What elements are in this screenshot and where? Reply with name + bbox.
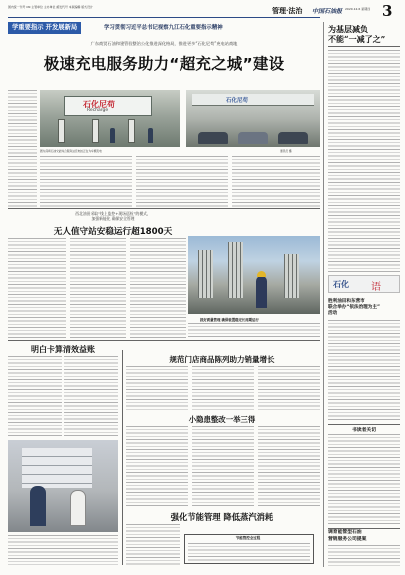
photo3-caption: 抓好质量管理 确保装置稳定长周期运行 bbox=[200, 318, 259, 322]
story6-headline: 强化节能管理 降低蒸汽消耗 bbox=[170, 512, 274, 522]
section-title: 管理·法治 bbox=[272, 6, 303, 15]
column-logo-text: 石化 bbox=[333, 280, 349, 289]
staff-figure bbox=[30, 486, 46, 526]
lead-body-col1 bbox=[8, 90, 37, 208]
banner-tag: 学重要指示 开发展新局 bbox=[8, 22, 81, 34]
sidebar-story-title: 胜利油田和东营市 联合举办“依法治理为主” 活动 bbox=[328, 299, 380, 316]
column-divider bbox=[122, 350, 123, 565]
lead-body-col3 bbox=[136, 156, 228, 208]
topic-banner bbox=[8, 22, 320, 34]
charger-pedestal bbox=[58, 119, 65, 143]
station-canopy bbox=[64, 96, 152, 116]
station-sign-sub: Recharge bbox=[87, 108, 109, 113]
car-shape bbox=[198, 132, 228, 144]
attendant-figure bbox=[110, 128, 115, 143]
store-shelf bbox=[22, 448, 92, 488]
sidebar-title: 为基层减负 不能“一减了之” bbox=[328, 24, 386, 44]
inset-body bbox=[188, 543, 310, 563]
story2-headline: 无人值守站安稳运行超1800天 bbox=[53, 227, 173, 237]
story5-body-col2 bbox=[192, 426, 254, 508]
sidebar-rule bbox=[328, 528, 400, 529]
sidebar-rule bbox=[328, 424, 400, 425]
section-divider bbox=[8, 340, 320, 341]
story3-headline: 明白卡算清效益账 bbox=[31, 345, 95, 354]
refinery-tower bbox=[198, 250, 213, 298]
store-staff-photo bbox=[8, 440, 118, 532]
masthead-meta: 国内统一刊号 CN 主管单位 主办单位 邮发代号 本版编辑 版式设计 bbox=[8, 5, 93, 9]
lead-body-col4 bbox=[232, 156, 320, 208]
column-logo-char: 语 bbox=[371, 282, 381, 293]
sidebar-bottom-body bbox=[328, 545, 400, 567]
story3-photo-caption bbox=[8, 535, 118, 565]
sidebar-section-body bbox=[328, 434, 400, 526]
car-shape bbox=[238, 132, 268, 144]
sidebar-rule bbox=[328, 46, 400, 47]
story3-body-col2 bbox=[64, 356, 118, 436]
header-rule bbox=[8, 17, 320, 18]
station-sign: 石化尼苟 bbox=[83, 100, 115, 109]
refinery-tower bbox=[284, 254, 299, 298]
story3-body-col1 bbox=[8, 356, 62, 436]
lead-kicker: 广东商贸石油和建管验整治公化推进深化格局，推进更多“石化尼苟”充电站商地 bbox=[90, 41, 238, 46]
story2-body-col3 bbox=[130, 238, 186, 338]
story4-body-col3 bbox=[258, 366, 320, 410]
issue-date: 2020.12.6 星期四 bbox=[345, 7, 371, 11]
sidebar-bottom-title: 调育能管型石油 营销服务公司提案 bbox=[328, 530, 367, 542]
charging-station-photo bbox=[40, 90, 180, 147]
worker-figure bbox=[256, 276, 267, 308]
service-canopy bbox=[192, 94, 314, 106]
story5-body-col3 bbox=[258, 426, 320, 508]
sidebar-divider bbox=[323, 22, 324, 567]
refinery-worker-photo bbox=[188, 236, 320, 314]
story6-body-col1 bbox=[126, 524, 180, 566]
sidebar-section-title: 书读者关切 bbox=[352, 428, 376, 433]
sidebar-body bbox=[328, 50, 400, 272]
banner-text: 学习贯彻习近平总书记视察九江石化重要指示精神 bbox=[104, 25, 223, 31]
canopy-label: 石化尼苟 bbox=[226, 98, 249, 104]
lead-headline: 极速充电服务助力“超充之城”建设 bbox=[43, 55, 285, 73]
newspaper-logo: 中国石油报 bbox=[312, 8, 343, 15]
attendant-figure bbox=[148, 128, 153, 143]
story5-body-col1 bbox=[126, 426, 188, 508]
car-shape bbox=[278, 132, 308, 144]
story2-body-col1 bbox=[8, 238, 66, 338]
story4-headline: 规范门店商品陈列助力销量增长 bbox=[169, 355, 275, 364]
story5-headline: 小隐患整改一举三得 bbox=[188, 415, 256, 424]
charger-pedestal bbox=[92, 119, 99, 143]
photo3-caption-body bbox=[188, 323, 320, 337]
service-area-photo bbox=[186, 90, 320, 147]
charger-pedestal bbox=[128, 119, 135, 143]
lead-photo-caption: 图为深圳石油交能综合服务站充电桩正在为车辆充电 bbox=[40, 149, 102, 153]
inset-title: 节能管控全过程 bbox=[235, 536, 261, 540]
sidebar-story-body bbox=[328, 320, 400, 422]
staff-figure bbox=[70, 490, 86, 526]
lead-body-col2 bbox=[40, 156, 132, 208]
story2-body-col2 bbox=[70, 238, 126, 338]
column-logo bbox=[328, 275, 400, 293]
photo-credit: 通讯员 摄 bbox=[280, 149, 292, 153]
page-number: 3 bbox=[382, 2, 393, 20]
refinery-tower bbox=[228, 242, 243, 298]
story4-body-col2 bbox=[192, 366, 254, 410]
section-divider bbox=[8, 208, 320, 209]
story2-kicker: 西北油田采取“线上监控+现场巡检”的模式， 加强新能化 确保安全管理 bbox=[75, 211, 151, 221]
story4-body-col1 bbox=[126, 366, 188, 410]
